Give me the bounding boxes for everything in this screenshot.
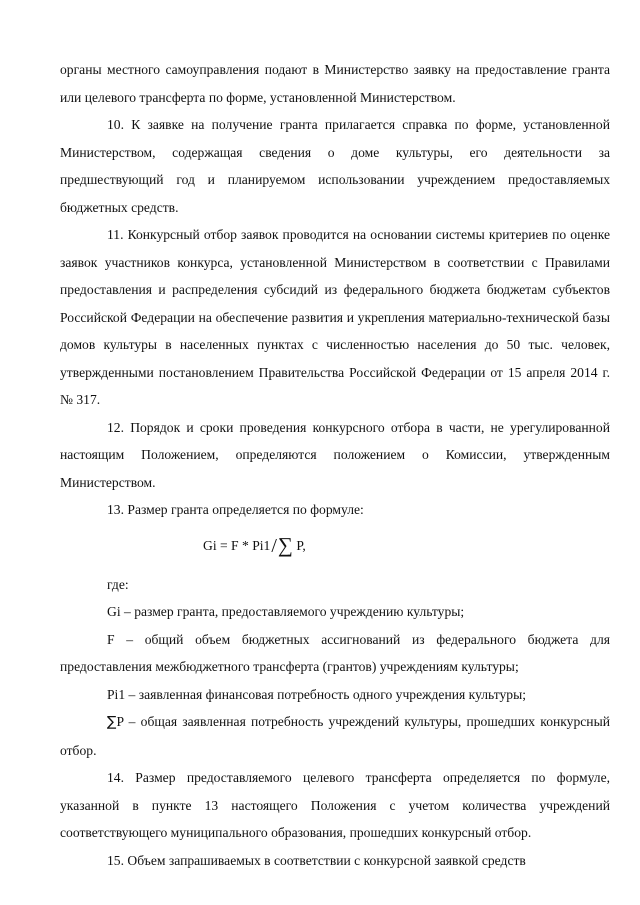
paragraph-15: 15. Объем запрашиваемых в соответствии с конкурсной заявкой средств <box>107 852 526 868</box>
paragraph-continuation: органы местного самоуправления подают в Министерство заявку на предоставление гранта или целевого трансферта по форме, установленной Министерством. <box>60 62 610 105</box>
where-label: где: <box>107 576 129 592</box>
paragraph-13: 13. Размер гранта определяется по формуле: <box>107 502 364 517</box>
definition-sum-p <box>60 708 610 764</box>
grant-formula <box>60 528 610 568</box>
paragraph-12: 12. Порядок и сроки проведения конкурсного отбора в части, не урегулированной настоящим Положением, определяются положением о Комиссии, утвержденным Министерством. <box>60 419 610 490</box>
formula-rhs: P, <box>296 537 306 553</box>
paragraph-11: 11. Конкурсный отбор заявок проводится на основании системы критериев по оценке заявок участников конкурса, установленной Министерством в соответствии с Правилами предоставления и распределения субсидий из федерального бюджета бюджетам субъектов Российской Федерации на обеспечение развития и укрепления материально-технической базы домов культуры в населенных пунктах с численностью населения до 50 тыс. человек, утвержденными постановлением Правительства Российской Федерации от 15 апреля 2014 г. № 317. <box>60 227 610 407</box>
definition-pi1: Pi1 – заявленная финансовая потребность одного учреждения культуры; <box>107 686 526 702</box>
paragraph-14: 14. Размер предоставляемого целевого трансферта определяется по формуле, указанной в пункте 13 настоящего Положения с учетом количества учреждений соответствующего муниципального образования, прошедших конкурсный отбор. <box>60 770 610 840</box>
document-page <box>60 56 610 874</box>
formula-lhs: Gi = F * Pi1 <box>203 537 271 553</box>
formula-sum-sign: ∑ <box>277 532 293 557</box>
definition-sum-text: P – общая заявленная потребность учреждений культуры, прошедших конкурсный отбор. <box>60 714 610 758</box>
definition-f: F – общий объем бюджетных ассигнований из федерального бюджета для предоставления межбюджетного трансферта (грантов) учреждениям культуры; <box>60 631 610 674</box>
definition-gi: Gi – размер гранта, предоставляемого учреждению культуры; <box>107 604 465 619</box>
paragraph-10: 10. К заявке на получение гранта прилагается справка по форме, установленной Министерством, содержащая сведения о доме культуры, его деятельности за предшествующий год и планируемом использовании учреждением предоставляемых бюджетных средств. <box>60 117 610 215</box>
sum-symbol: ∑ <box>107 714 117 730</box>
formula-slash: / <box>271 534 277 557</box>
